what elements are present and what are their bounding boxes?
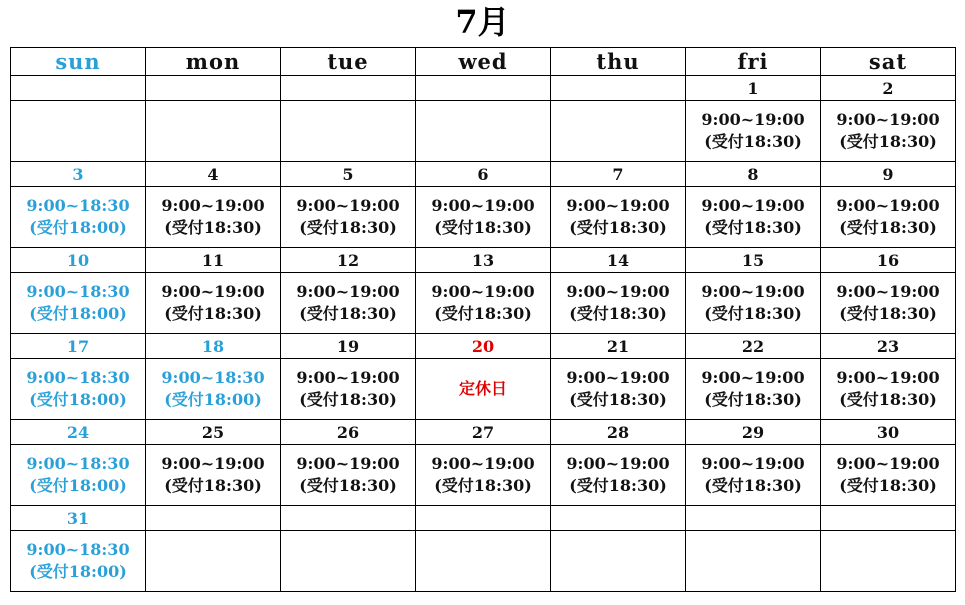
day-number-sun: 17 xyxy=(11,334,146,359)
reception-text: (受付18:30) xyxy=(569,218,667,237)
hours-text: 9:00~19:00 xyxy=(296,282,400,301)
hours-cell xyxy=(551,445,686,506)
hours-cell xyxy=(551,101,686,162)
reception-text: (受付18:00) xyxy=(29,304,127,323)
weekday-header-sat: sat xyxy=(821,48,956,76)
hours-cell xyxy=(686,445,821,506)
reception-text: (受付18:30) xyxy=(839,476,937,495)
day-number-sun: 31 xyxy=(11,506,146,531)
day-number-tue xyxy=(281,506,416,531)
reception-text: (受付18:30) xyxy=(164,476,262,495)
hours-cell xyxy=(11,187,146,248)
week-6-hours xyxy=(11,531,956,592)
hours-cell xyxy=(416,531,551,592)
reception-text: (受付18:30) xyxy=(839,218,937,237)
day-number-fri: 22 xyxy=(686,334,821,359)
day-number-mon: 4 xyxy=(146,162,281,187)
reception-text: (受付18:30) xyxy=(164,218,262,237)
week-4-day-numbers xyxy=(11,334,956,359)
weekday-header-sun: sun xyxy=(11,48,146,76)
hours-text: 9:00~19:00 xyxy=(836,196,940,215)
hours-cell xyxy=(146,445,281,506)
day-number-wed: 27 xyxy=(416,420,551,445)
hours-text: 9:00~19:00 xyxy=(701,110,805,129)
hours-text: 9:00~19:00 xyxy=(566,282,670,301)
hours-text: 9:00~19:00 xyxy=(161,454,265,473)
day-number-fri xyxy=(686,506,821,531)
hours-cell xyxy=(821,187,956,248)
week-1-day-numbers xyxy=(11,76,956,101)
hours-text: 9:00~19:00 xyxy=(566,196,670,215)
hours-cell xyxy=(416,273,551,334)
reception-text: (受付18:00) xyxy=(29,476,127,495)
day-number-thu: 28 xyxy=(551,420,686,445)
hours-text: 9:00~19:00 xyxy=(701,368,805,387)
weekday-header-row xyxy=(11,48,956,76)
hours-text: 9:00~19:00 xyxy=(296,196,400,215)
day-number-thu: 7 xyxy=(551,162,686,187)
hours-text: 9:00~19:00 xyxy=(701,282,805,301)
week-3-day-numbers xyxy=(11,248,956,273)
day-number-thu: 14 xyxy=(551,248,686,273)
hours-cell xyxy=(281,273,416,334)
hours-text: 9:00~18:30 xyxy=(161,368,265,387)
hours-cell xyxy=(146,359,281,420)
closed-day-cell xyxy=(416,359,551,420)
reception-text: (受付18:30) xyxy=(164,304,262,323)
day-number-sat: 2 xyxy=(821,76,956,101)
weekday-header-thu: thu xyxy=(551,48,686,76)
day-number-mon: 25 xyxy=(146,420,281,445)
day-number-sat: 30 xyxy=(821,420,956,445)
hours-cell xyxy=(146,187,281,248)
hours-cell xyxy=(281,187,416,248)
day-number-fri: 8 xyxy=(686,162,821,187)
reception-text: (受付18:30) xyxy=(434,218,532,237)
hours-cell xyxy=(686,359,821,420)
day-number-tue: 5 xyxy=(281,162,416,187)
hours-cell xyxy=(281,359,416,420)
weekday-header-wed: wed xyxy=(416,48,551,76)
hours-cell xyxy=(551,359,686,420)
weekday-header-mon: mon xyxy=(146,48,281,76)
hours-text: 9:00~19:00 xyxy=(836,282,940,301)
hours-cell xyxy=(686,531,821,592)
day-number-wed xyxy=(416,76,551,101)
reception-text: (受付18:30) xyxy=(704,218,802,237)
hours-cell xyxy=(11,445,146,506)
hours-cell xyxy=(11,273,146,334)
day-number-mon: 11 xyxy=(146,248,281,273)
day-number-sat: 16 xyxy=(821,248,956,273)
hours-text: 9:00~19:00 xyxy=(296,368,400,387)
week-2-hours xyxy=(11,187,956,248)
hours-cell xyxy=(551,531,686,592)
hours-text: 定休日 xyxy=(458,379,507,398)
day-number-sun: 10 xyxy=(11,248,146,273)
day-number-sat: 9 xyxy=(821,162,956,187)
reception-text: (受付18:30) xyxy=(569,304,667,323)
reception-text: (受付18:30) xyxy=(299,390,397,409)
hours-cell xyxy=(821,273,956,334)
hours-text: 9:00~19:00 xyxy=(161,282,265,301)
week-5-day-numbers xyxy=(11,420,956,445)
day-number-tue: 12 xyxy=(281,248,416,273)
day-number-tue: 19 xyxy=(281,334,416,359)
hours-cell xyxy=(11,531,146,592)
week-6-day-numbers xyxy=(11,506,956,531)
reception-text: (受付18:30) xyxy=(839,132,937,151)
calendar-table xyxy=(10,47,956,592)
day-number-fri: 15 xyxy=(686,248,821,273)
hours-text: 9:00~18:30 xyxy=(26,196,130,215)
reception-text: (受付18:30) xyxy=(569,476,667,495)
hours-cell xyxy=(281,531,416,592)
hours-cell xyxy=(821,359,956,420)
day-number-wed: 6 xyxy=(416,162,551,187)
reception-text: (受付18:30) xyxy=(299,218,397,237)
hours-text: 9:00~19:00 xyxy=(566,454,670,473)
reception-text: (受付18:30) xyxy=(704,390,802,409)
reception-text: (受付18:30) xyxy=(569,390,667,409)
hours-cell xyxy=(146,101,281,162)
day-number-thu: 21 xyxy=(551,334,686,359)
week-2-day-numbers xyxy=(11,162,956,187)
reception-text: (受付18:30) xyxy=(704,304,802,323)
calendar-body xyxy=(11,76,956,592)
reception-text: (受付18:00) xyxy=(29,218,127,237)
day-number-fri: 29 xyxy=(686,420,821,445)
day-number-wed xyxy=(416,506,551,531)
calendar-title: 7月 xyxy=(455,3,510,41)
hours-cell xyxy=(686,273,821,334)
week-3-hours xyxy=(11,273,956,334)
day-number-tue xyxy=(281,76,416,101)
day-number-sun: 24 xyxy=(11,420,146,445)
hours-cell xyxy=(821,445,956,506)
hours-cell xyxy=(281,445,416,506)
day-number-mon xyxy=(146,76,281,101)
reception-text: (受付18:00) xyxy=(164,390,262,409)
reception-text: (受付18:30) xyxy=(839,304,937,323)
day-number-sun: 3 xyxy=(11,162,146,187)
day-number-fri: 1 xyxy=(686,76,821,101)
reception-text: (受付18:30) xyxy=(839,390,937,409)
hours-cell xyxy=(416,187,551,248)
hours-text: 9:00~18:30 xyxy=(26,454,130,473)
reception-text: (受付18:30) xyxy=(704,132,802,151)
reception-text: (受付18:00) xyxy=(29,390,127,409)
hours-text: 9:00~19:00 xyxy=(161,196,265,215)
day-number-wed: 20 xyxy=(416,334,551,359)
week-4-hours xyxy=(11,359,956,420)
hours-text: 9:00~19:00 xyxy=(701,454,805,473)
hours-text: 9:00~19:00 xyxy=(566,368,670,387)
hours-text: 9:00~19:00 xyxy=(836,454,940,473)
hours-text: 9:00~19:00 xyxy=(296,454,400,473)
hours-cell xyxy=(551,273,686,334)
hours-text: 9:00~19:00 xyxy=(431,196,535,215)
reception-text: (受付18:30) xyxy=(434,304,532,323)
reception-text: (受付18:30) xyxy=(299,304,397,323)
hours-cell xyxy=(686,101,821,162)
reception-text: (受付18:30) xyxy=(299,476,397,495)
weekday-header-fri: fri xyxy=(686,48,821,76)
hours-text: 9:00~19:00 xyxy=(836,368,940,387)
day-number-wed: 13 xyxy=(416,248,551,273)
hours-cell xyxy=(416,101,551,162)
hours-text: 9:00~18:30 xyxy=(26,282,130,301)
weekday-header-tue: tue xyxy=(281,48,416,76)
day-number-tue: 26 xyxy=(281,420,416,445)
hours-text: 9:00~18:30 xyxy=(26,540,130,559)
hours-cell xyxy=(281,101,416,162)
day-number-sat: 23 xyxy=(821,334,956,359)
reception-text: (受付18:00) xyxy=(29,562,127,581)
hours-text: 9:00~19:00 xyxy=(431,282,535,301)
week-1-hours xyxy=(11,101,956,162)
hours-cell xyxy=(821,101,956,162)
reception-text: (受付18:30) xyxy=(704,476,802,495)
hours-cell xyxy=(11,101,146,162)
hours-text: 9:00~19:00 xyxy=(431,454,535,473)
week-5-hours xyxy=(11,445,956,506)
hours-cell xyxy=(821,531,956,592)
hours-cell xyxy=(146,273,281,334)
hours-cell xyxy=(686,187,821,248)
hours-cell xyxy=(11,359,146,420)
reception-text: (受付18:30) xyxy=(434,476,532,495)
day-number-mon xyxy=(146,506,281,531)
hours-text: 9:00~19:00 xyxy=(836,110,940,129)
hours-text: 9:00~18:30 xyxy=(26,368,130,387)
day-number-sun xyxy=(11,76,146,101)
hours-cell xyxy=(551,187,686,248)
day-number-mon: 18 xyxy=(146,334,281,359)
day-number-thu xyxy=(551,76,686,101)
hours-cell xyxy=(146,531,281,592)
hours-cell xyxy=(416,445,551,506)
day-number-thu xyxy=(551,506,686,531)
day-number-sat xyxy=(821,506,956,531)
hours-text: 9:00~19:00 xyxy=(701,196,805,215)
